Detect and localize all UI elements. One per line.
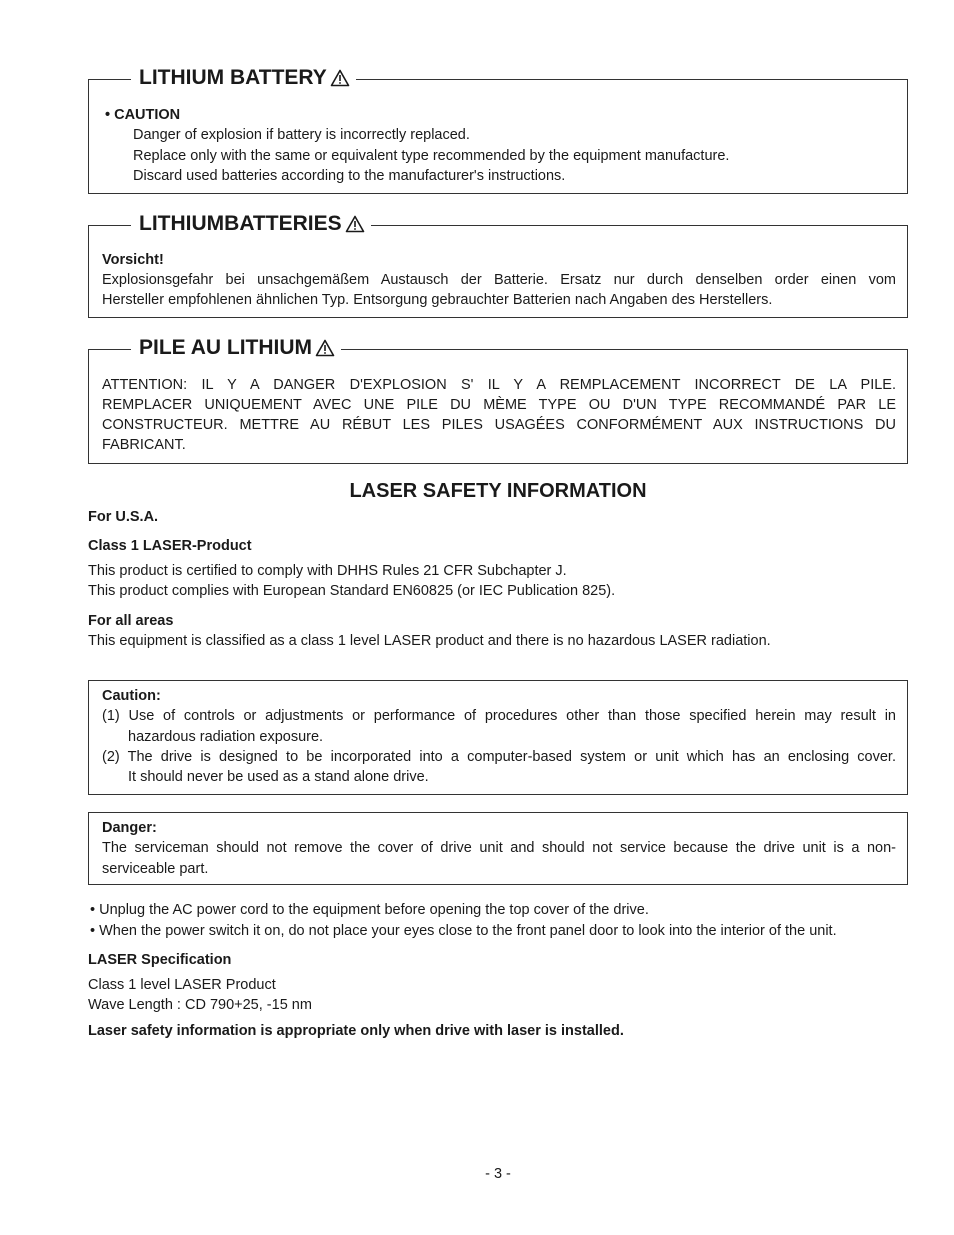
warning-triangle-icon — [315, 339, 335, 357]
lithium-battery-title-text: LITHIUM BATTERY — [139, 66, 327, 89]
lithium-line-3: Discard used batteries according to the manufacturer's instructions. — [133, 168, 566, 184]
class-heading: Class 1 LASER-Product — [88, 538, 252, 554]
danger-box — [88, 812, 908, 885]
bullet-item-1: • Unplug the AC power cord to the equipment before opening the top cover of the drive. — [90, 902, 649, 918]
caution-box — [88, 680, 908, 795]
usa-heading: For U.S.A. — [88, 509, 159, 525]
caution-heading: • CAUTION — [105, 107, 181, 123]
class-line-2: This product complies with European Standard EN60825 (or IEC Publication 825). — [88, 583, 616, 599]
pile-au-lithium-box — [88, 336, 908, 464]
page-number: - 3 - — [485, 1166, 511, 1182]
lithium-line-2: Replace only with the same or equivalent type recommended by the equipment manufacture. — [133, 148, 730, 164]
vorsicht-line-1: Explosionsgefahr bei unsachgemäßem Austausch der Batterie. Ersatz nur durch denselben order einen vom — [102, 272, 896, 288]
caution-item-2-cont: It should never be used as a stand alone drive. — [128, 769, 429, 785]
pile-line-4: FABRICANT. — [102, 437, 186, 453]
pile-line-2: REMPLACER UNIQUEMENT AVEC UNE PILE DU MÈME TYPE OU D'UN TYPE RECOMMANDÉ PAR LE — [102, 397, 896, 413]
spec-line-2: Wave Length : CD 790+25, -15 nm — [88, 997, 312, 1013]
vorsicht-line-2: Hersteller empfohlenen ähnlichen Typ. Entsorgung gebrauchter Batterien nach Angaben des Herstellers. — [102, 292, 773, 308]
class-line-1: This product is certified to comply with DHHS Rules 21 CFR Subchapter J. — [88, 563, 567, 579]
vorsicht-heading: Vorsicht! — [102, 252, 164, 268]
lithium-line-1: Danger of explosion if battery is incorrectly replaced. — [133, 127, 470, 143]
caution-item-1-cont: hazardous radiation exposure. — [128, 729, 324, 745]
caution-box-heading: Caution: — [102, 688, 161, 704]
lithiumbatteries-title — [131, 210, 371, 238]
spec-heading: LASER Specification — [88, 952, 232, 968]
spec-note: Laser safety information is appropriate only when drive with laser is installed. — [88, 1023, 624, 1039]
warning-triangle-icon — [330, 69, 350, 87]
lithiumbatteries-box — [88, 212, 908, 318]
all-areas-heading: For all areas — [88, 613, 174, 629]
caution-item-1: (1) Use of controls or adjustments or performance of procedures other than those specified herein may result in — [102, 708, 896, 724]
caution-item-2: (2) The drive is designed to be incorporated into a computer-based system or unit which has an enclosing cover. — [102, 749, 896, 765]
laser-safety-title: LASER SAFETY INFORMATION — [349, 480, 647, 502]
lithium-battery-box — [88, 66, 908, 194]
pile-au-lithium-title — [131, 334, 341, 362]
pile-line-3: CONSTRUCTEUR. METTRE AU RÉBUT LES PILES USAGÉES CONFORMÉMENT AUX INSTRUCTIONS DU — [102, 417, 896, 433]
lithiumbatteries-title-text: LITHIUMBATTERIES — [139, 212, 342, 235]
warning-triangle-icon — [345, 215, 365, 233]
danger-heading: Danger: — [102, 820, 157, 836]
spec-line-1: Class 1 level LASER Product — [88, 977, 276, 993]
danger-line-2: serviceable part. — [102, 861, 209, 877]
danger-line-1: The serviceman should not remove the cover of drive unit and should not service because the drive unit is a non- — [102, 840, 896, 856]
all-areas-text: This equipment is classified as a class 1 level LASER product and there is no hazardous LASER radiation. — [88, 633, 771, 649]
lithium-battery-title — [131, 64, 356, 92]
pile-au-lithium-title-text: PILE AU LITHIUM — [139, 336, 313, 359]
pile-line-1: ATTENTION: IL Y A DANGER D'EXPLOSION S' IL Y A REMPLACEMENT INCORRECT DE LA PILE. — [102, 377, 896, 393]
bullet-item-2: • When the power switch it on, do not place your eyes close to the front panel door to look into the interior of the unit. — [90, 923, 837, 939]
